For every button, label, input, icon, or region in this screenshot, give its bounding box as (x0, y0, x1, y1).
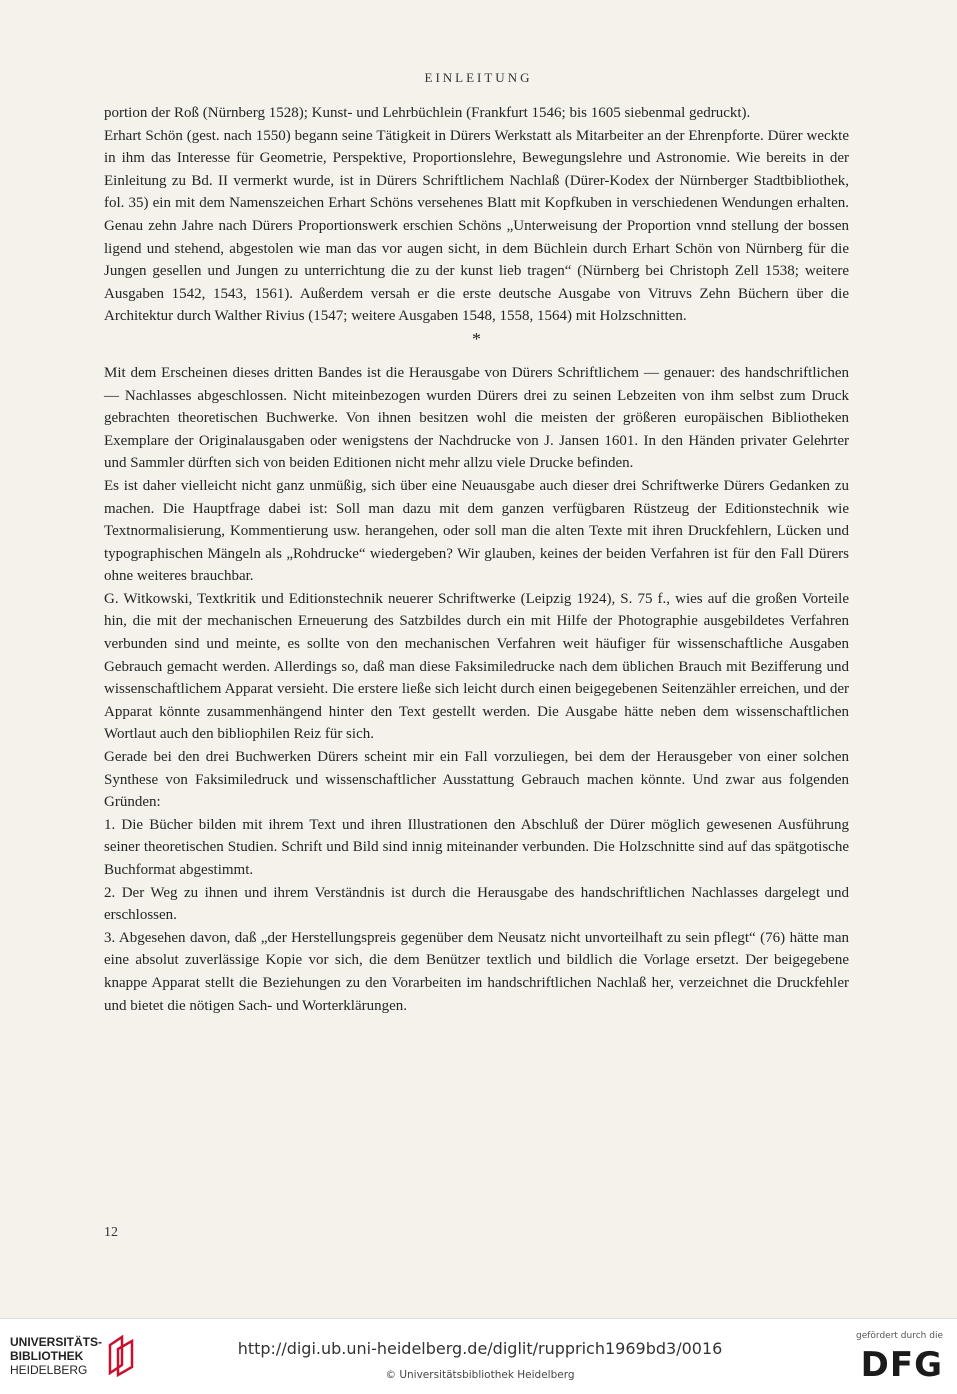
paragraph: G. Witkowski, Textkritik und Editionstechnik neuerer Schriftwerke (Leipzig 1924), S. 75 f., wies auf die großen Vorteile hin, die mit der mechanischen Erneuerung des Satzbildes durch ein mit Hilfe der Photographie ausgebildetes Verfahren verbunden sind und meinte, es sollte von den mechanischen Verfahren weit häufiger für wissenschaftliche Ausgaben Gebrauch gemacht werden. Allerdings so, daß man diese Faksimiledrucke nach dem üblichen Brauch mit Bezifferung und wissenschaftlichem Apparat versieht. Die erstere ließe sich leicht durch einen beigegebenen Seitenzähler erreichen, und der Apparat könnte zusammenhängend hinter den Text gestellt werden. Die Ausgabe hätte neben dem wissenschaftlichen Wortlaut auch den bibliophilen Reiz für sich. (104, 590, 849, 743)
funder-note: gefördert durch die (856, 1331, 943, 1341)
body-text (104, 102, 849, 1017)
viewer-footer (0, 1318, 957, 1394)
page-number: 12 (104, 1225, 118, 1240)
dfg-wordmark: DFG (860, 1345, 943, 1385)
dfg-logo[interactable] (833, 1331, 943, 1387)
copyright-notice: © Universitätsbibliothek Heidelberg (385, 1369, 575, 1381)
paragraph: Erhart Schön (gest. nach 1550) begann seine Tätigkeit in Dürers Werkstatt als Mitarbeiter an der Ehrenpforte. Dürer weckte in ihm das Interesse für Geometrie, Perspektive, Proportionslehre, Bewegungslehre und Astronomie. Wie bereits in der Einleitung zu Bd. II vermerkt wurde, ist in Dürers Schriftlichem Nachlaß (Dürer-Kodex der Nürnberger Stadtbibliothek, fol. 35) ein mit dem Namenszeichen Erhart Schöns versehenes Blatt mit Kopfkuben in verschiedenen Wendungen erhalten. Genau zehn Jahre nach Dürers Proportionswerk erschien Schöns „Unterweisung der Proportion vnnd stellung der bossen ligend und stehend, abgestolen wie man das vor augen sicht, in dem Büchlein durch Erhart Schön von Nürnberg für die Jungen gesellen und Jungen zu unterrichtung die zu der kunst lieb tragen“ (Nürnberg bei Christoph Zell 1538; weitere Ausgaben 1542, 1543, 1561). Außerdem versah er die erste deutsche Ausgabe von Vitruvs Zehn Büchern über die Architektur durch Walther Rivius (1547; weitere Ausgaben 1548, 1558, 1564) mit Holzschnitten. (104, 127, 849, 325)
paragraph: 2. Der Weg zu ihnen und ihrem Verständnis ist durch die Herausgabe des handschriftlichen Nachlasses dargelegt und erschlossen. (104, 884, 849, 924)
permalink-url[interactable]: http://digi.ub.uni-heidelberg.de/diglit/rupprich1969bd3/0016 (237, 1339, 723, 1358)
section-asterism: * (472, 328, 481, 349)
paragraph: 3. Abgesehen davon, daß „der Herstellungspreis gegenüber dem Neusatz nicht unvorteilhaft zu sein pflegt“ (76) hätte man eine absolut zuverlässige Kopie vor sich, die dem Benützer textlich und bildlich die Vorlage ersetzt. Der beigegebene knappe Apparat stellt die Beziehungen zu den Vorarbeiten im handschriftlichen Nachlaß her, verzeichnet die Druckfehler und bietet die nötigen Sach- und Worterklärungen. (104, 929, 849, 1014)
library-name-line: UNIVERSITÄTS- (10, 1335, 103, 1349)
paragraph: Mit dem Erscheinen dieses dritten Bandes ist die Herausgabe von Dürers Schriftlichem — genauer: des handschriftlichen — Nachlasses abgeschlossen. Nicht miteinbezogen wurden Dürers drei zu seinen Lebzeiten von ihm selbst zum Druck gebrachten theoretischen Buchwerke. Von ihnen besitzen wohl die meisten der größeren europäischen Bibliotheken Exemplare der Originalausgaben oder wenigstens der Nachdrucke von J. Jansen 1601. In den Händen privater Gelehrter und Sammler dürften sich von beiden Editionen nicht mehr allzu viele Drucke befinden. (104, 364, 849, 472)
library-name-line: BIBLIOTHEK (10, 1349, 84, 1363)
library-mark-icon (106, 1333, 140, 1377)
library-name-line: HEIDELBERG (10, 1363, 88, 1377)
paragraph: Gerade bei den drei Buchwerken Dürers scheint mir ein Fall vorzuliegen, bei dem der Herausgeber von einer solchen Synthese von Faksimiledruck und wissenschaftlicher Ausstattung Gebrauch machen könnte. Und zwar aus folgenden Gründen: (104, 749, 849, 811)
paragraph: 1. Die Bücher bilden mit ihrem Text und ihren Illustrationen den Abschluß der Dürer möglich gewesenen Ausführung seiner theoretischen Studien. Schrift und Bild sind innig miteinander verbunden. Die Holzschnitte sind auf das spätgotische Buchformat abgestimmt. (104, 816, 849, 878)
paragraph: portion der Roß (Nürnberg 1528); Kunst- und Lehrbüchlein (Frankfurt 1546; bis 1605 siebenmal gedruckt). (104, 105, 751, 121)
library-logo[interactable] (10, 1333, 230, 1383)
library-name (10, 1335, 102, 1377)
paragraph: Es ist daher vielleicht nicht ganz unmüßig, sich über eine Neuausgabe auch dieser drei Schriftwerke Dürers Gedanken zu machen. Die Hauptfrage dabei ist: Soll man dazu mit dem ganzen verfügbaren Rüstzeug der Editionstechnik wie Textnormalisierung, Kommentierung usw. herangehen, oder soll man die alten Texte mit ihren Druckfehlern, Lücken und typographischen Mängeln als „Rohdrucke“ wiedergeben? Wir glauben, keines der beiden Verfahren ist für den Fall Dürers ohne weiteres brauchbar. (104, 477, 849, 585)
running-head: EINLEITUNG (424, 70, 533, 85)
